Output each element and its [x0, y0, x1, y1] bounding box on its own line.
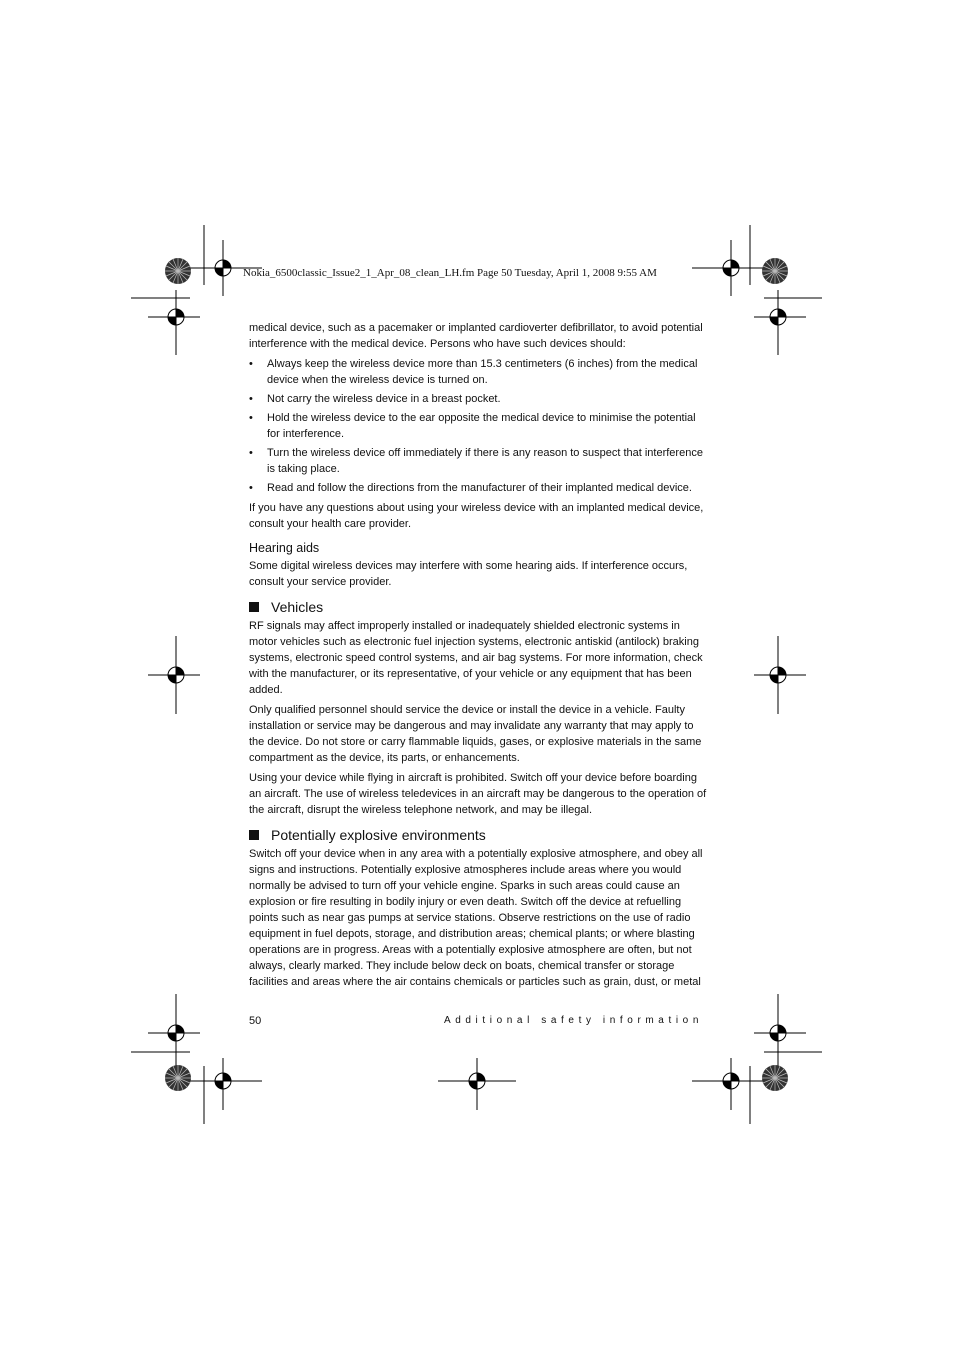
list-item [249, 356, 709, 388]
vehicles-paragraph-3: Using your device while flying in aircraft is prohibited. Switch off your device before boarding an aircraft. The use of wireless teledevices in an aircraft may be dangerous to the operation of the aircraft, disrupt the wireless telephone network, and may be illegal. [249, 772, 707, 816]
bullet-icon: • [249, 482, 253, 494]
list-item [249, 480, 709, 496]
vehicles-paragraph-2: Only qualified personnel should service the device or install the device in a vehicle. Faulty installation or service may be dangerous and may invalidate any warranty that may apply to the device. Do not store or carry flammable liquids, gases, or explosive materials in the same compartment as the device, its parts, or enhancements. [249, 704, 702, 764]
vehicles-heading-text: Vehicles [271, 599, 324, 615]
bullet-icon: • [249, 393, 253, 405]
list-item [249, 391, 709, 407]
list-item-text: Always keep the wireless device more than 15.3 centimeters (6 inches) from the medical device when the wireless device is turned on. [267, 358, 698, 386]
page-number: 50 [249, 1015, 262, 1027]
file-info-header: Nokia_6500classic_Issue2_1_Apr_08_clean_LH.fm Page 50 Tuesday, April 1, 2008 9:55 AM [243, 267, 657, 279]
vehicles-paragraph-1: RF signals may affect improperly installed or inadequately shielded electronic systems in motor vehicles such as electronic fuel injection systems, electronic antiskid (antilock) braking systems, electronic speed control systems, and air bag systems. For more information, check with the manufacturer, or its representative, of your vehicle or any equipment that has been added. [249, 620, 703, 696]
questions-paragraph: If you have any questions about using your wireless device with an implanted medical device, consult your health care provider. [249, 502, 704, 530]
section-square-icon [249, 830, 259, 840]
list-item [249, 445, 709, 477]
list-item-text: Hold the wireless device to the ear opposite the medical device to minimise the potential for interference. [267, 412, 696, 440]
page-content [249, 320, 709, 994]
list-item-text: Not carry the wireless device in a breast pocket. [267, 393, 501, 405]
explosive-paragraph-1: Switch off your device when in any area with a potentially explosive atmosphere, and obey all signs and instructions. Potentially explosive atmospheres include areas where you would normally be advised to turn off your vehicle engine. Sparks in such areas could cause an explosion or fire resulting in bodily injury or even death. Switch off the device at refuelling points such as near gas pumps at service stations. Observe restrictions on the use of radio equipment in fuel depots, storage, and distribution areas; chemical plants; or where blasting operations are in progress. Areas with a potentially explosive atmosphere are often, but not always, clearly marked. They include below deck on boats, chemical transfer or storage facilities and areas where the air contains chemicals or particles such as grain, dust, or metal [249, 848, 703, 988]
vehicles-heading [249, 598, 709, 616]
hearing-aids-heading: Hearing aids [249, 541, 320, 555]
device-bullet-list [249, 356, 709, 496]
bullet-icon: • [249, 412, 253, 424]
bullet-icon: • [249, 447, 253, 459]
explosive-environments-heading [249, 826, 709, 844]
list-item [249, 410, 709, 442]
intro-paragraph: medical device, such as a pacemaker or implanted cardioverter defibrillator, to avoid potential interference with the medical device. Persons who have such devices should: [249, 322, 703, 350]
list-item-text: Turn the wireless device off immediately if there is any reason to suspect that interference is taking place. [267, 447, 703, 475]
hearing-aids-paragraph: Some digital wireless devices may interfere with some hearing aids. If interference occurs, consult your service provider. [249, 560, 688, 588]
section-square-icon [249, 602, 259, 612]
explosive-heading-text: Potentially explosive environments [271, 827, 486, 843]
bullet-icon: • [249, 358, 253, 370]
footer-section-title: Additional safety information [443, 1015, 703, 1026]
list-item-text: Read and follow the directions from the manufacturer of their implanted medical device. [267, 482, 692, 494]
